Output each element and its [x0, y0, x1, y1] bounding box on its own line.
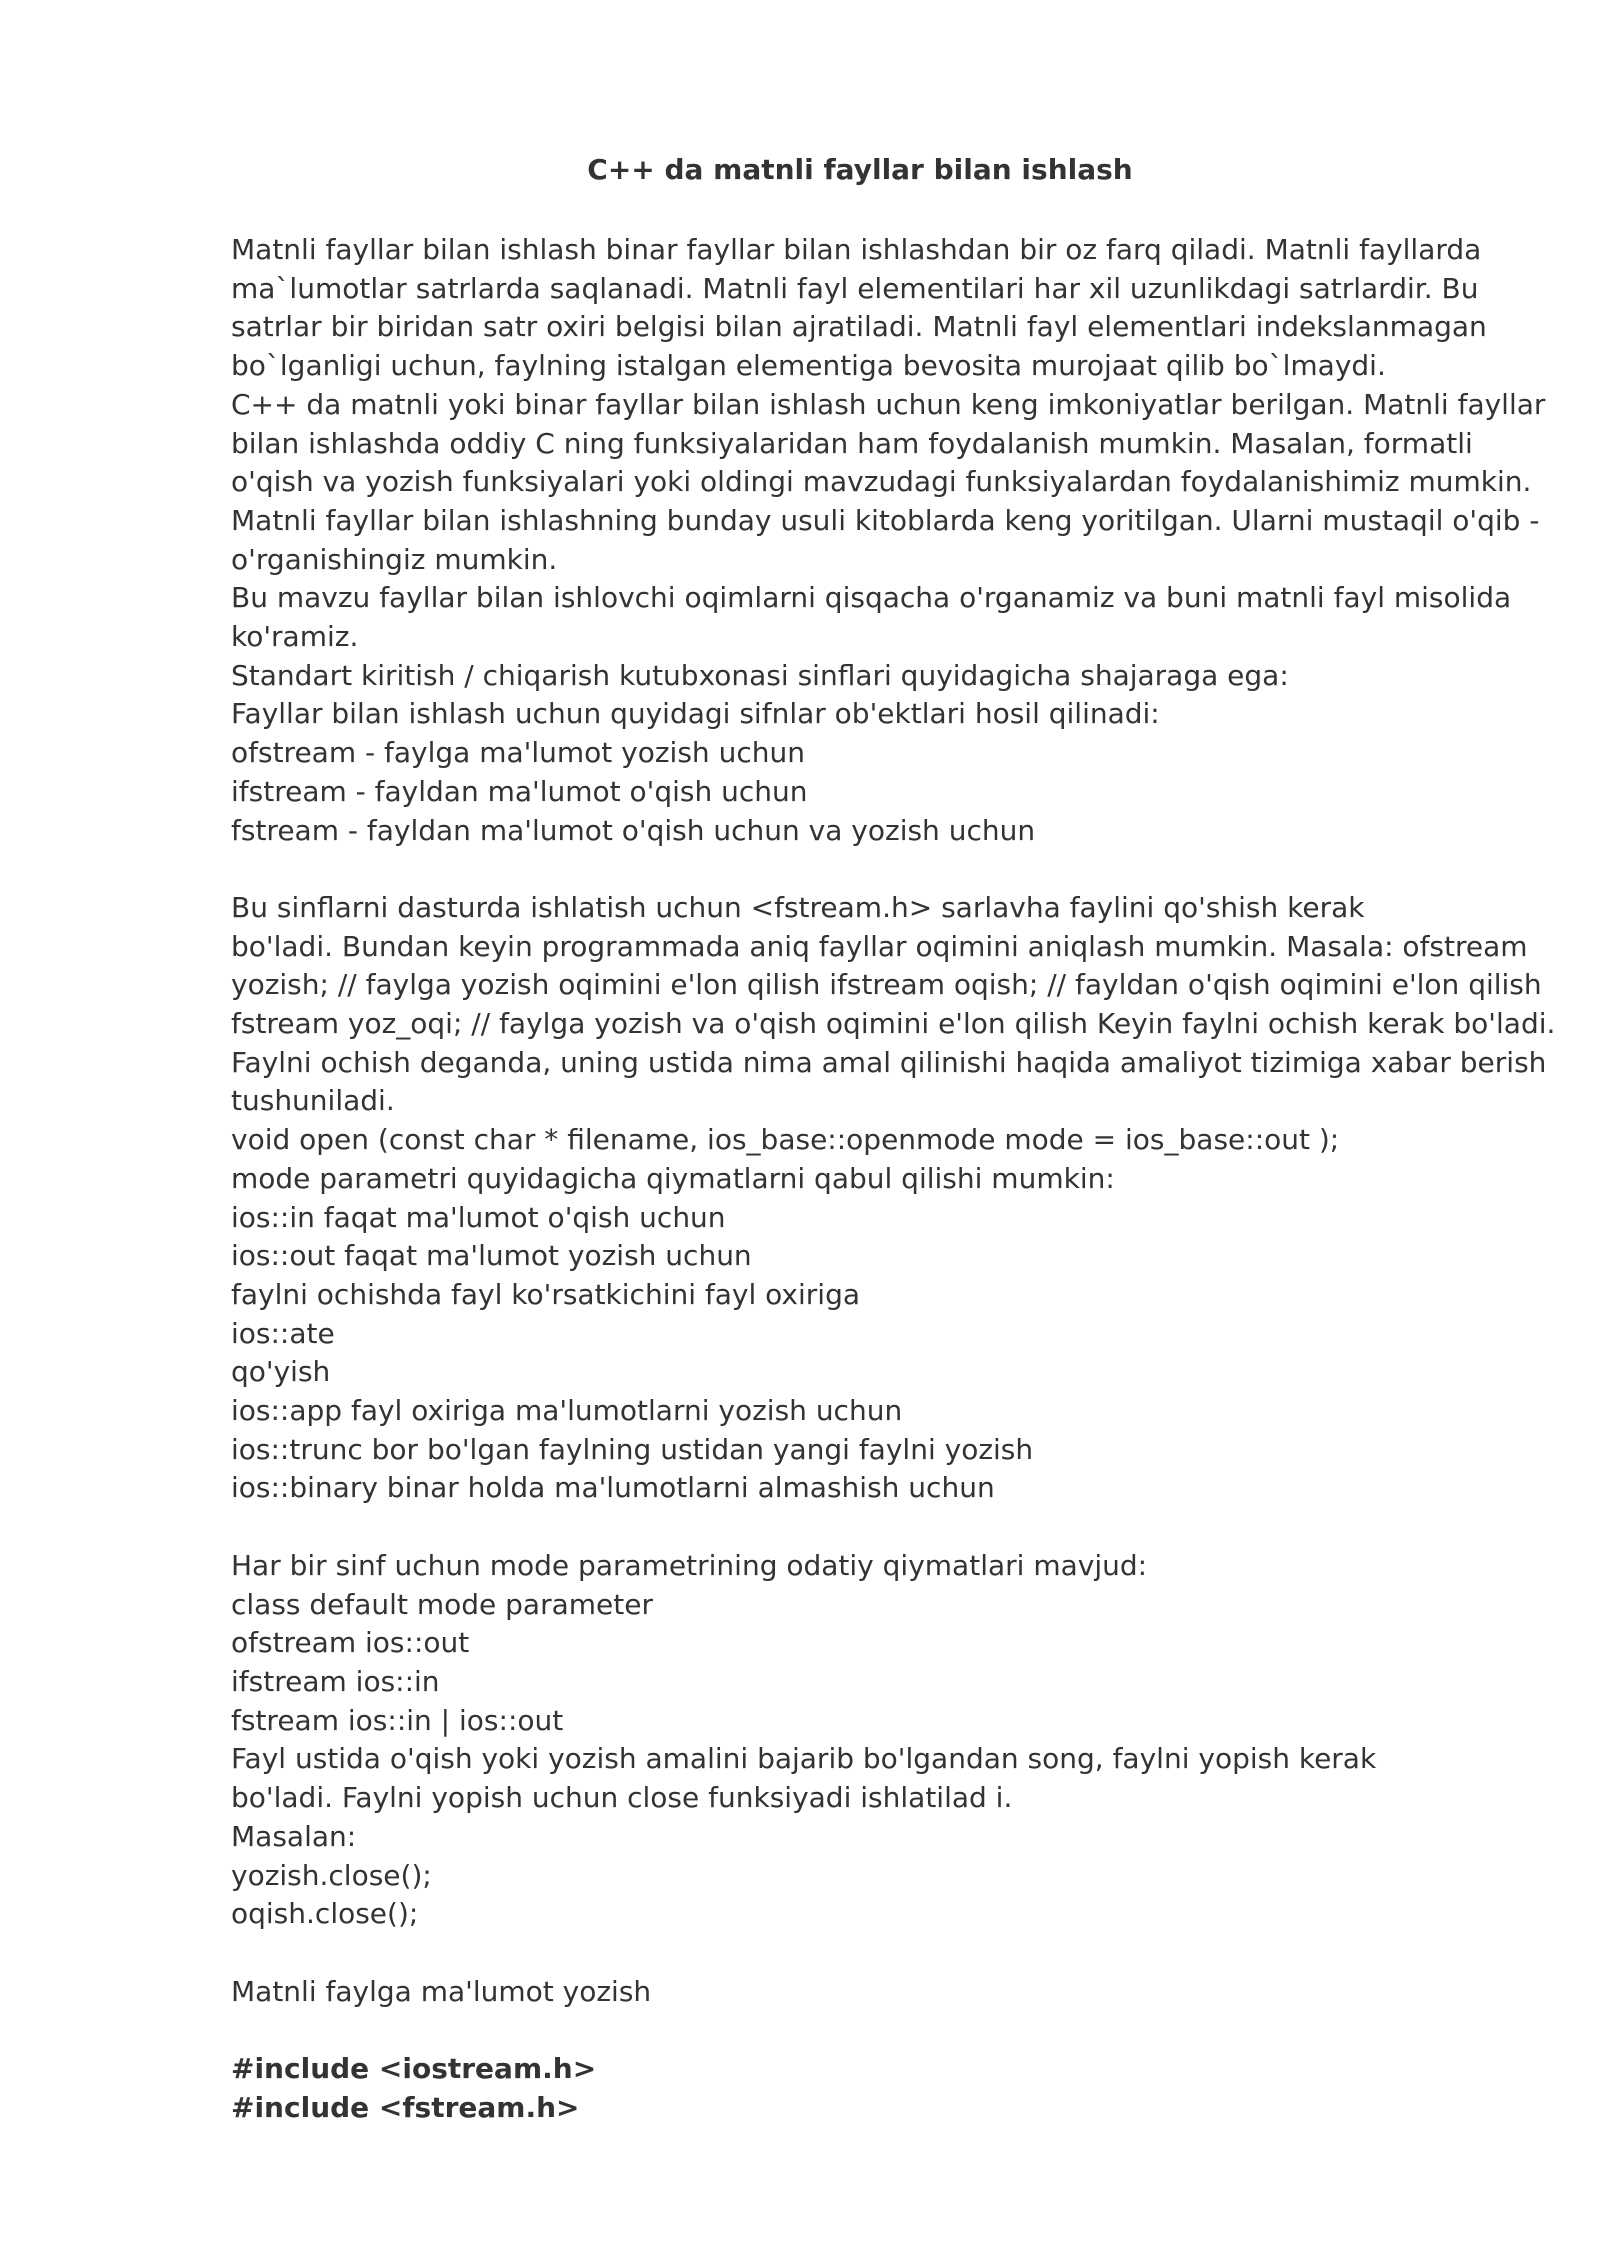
- text-line: ofstream ios::out: [231, 1626, 470, 1660]
- text-line: ios::in faqat ma'lumot o'qish uchun: [231, 1200, 726, 1234]
- text-line: o'rganishingiz mumkin.: [231, 542, 558, 576]
- text-line: ios::trunc bor bo'lgan faylning ustidan yangi faylni yozish: [231, 1432, 1034, 1466]
- text-line: ko'ramiz.: [231, 620, 359, 654]
- document-body: [231, 231, 1556, 2127]
- text-line: tushuniladi.: [231, 1084, 395, 1118]
- text-line: Masalan:: [231, 1819, 357, 1853]
- text-line: qo'yish: [231, 1355, 331, 1389]
- text-line: ios::app fayl oxiriga ma'lumotlarni yozish uchun: [231, 1394, 903, 1428]
- code-line: #include <fstream.h>: [231, 2090, 580, 2124]
- text-line: Matnli fayllar bilan ishlash binar fayllar bilan ishlashdan bir oz farq qiladi. Matnli fayllarda: [231, 233, 1482, 266]
- text-line: yozish.close();: [231, 1858, 432, 1892]
- text-line: oqish.close();: [231, 1897, 419, 1931]
- text-line: Faylni ochish deganda, uning ustida nima amal qilinishi haqida amaliyot tizimiga xabar berish: [231, 1045, 1547, 1079]
- text-line: Matnli faylga ma'lumot yozish: [231, 1974, 652, 2008]
- code-line: #include <iostream.h>: [231, 2051, 597, 2085]
- text-line: void open (const char * filename, ios_base::openmode mode = ios_base::out );: [231, 1123, 1340, 1157]
- text-line: fstream yoz_oqi; // faylga yozish va o'qish oqimini e'lon qilish Keyin faylni ochish kerak bo'ladi.: [231, 1007, 1556, 1041]
- text-line: bo`lganligi uchun, faylning istalgan elementiga bevosita murojaat qilib bo`lmaydi.: [231, 349, 1386, 383]
- blank-line: [231, 1508, 1531, 1547]
- text-line: ios::out faqat ma'lumot yozish uchun: [231, 1239, 752, 1273]
- text-line: ios::ate: [231, 1316, 335, 1350]
- text-line: bo'ladi. Faylni yopish uchun close funksiyadi ishlatilad i.: [231, 1781, 1013, 1815]
- text-line: Fayllar bilan ishlash uchun quyidagi sifnlar ob'ektlari hosil qilinadi:: [231, 697, 1160, 731]
- text-line: satrlar bir biridan satr oxiri belgisi bilan ajratiladi. Matnli fayl elementlari indekslanmagan: [231, 310, 1487, 344]
- text-line: ifstream - fayldan ma'lumot o'qish uchun: [231, 774, 808, 808]
- text-line: Standart kiritish / chiqarish kutubxonasi sinflari quyidagicha shajaraga ega:: [231, 658, 1289, 692]
- blank-line: [231, 850, 1531, 889]
- text-line: Bu mavzu fayllar bilan ishlovchi oqimlarni qisqacha o'rganamiz va buni matnli fayl misolida: [231, 581, 1512, 615]
- text-line: ma`lumotlar satrlarda saqlanadi. Matnli fayl elementilari har xil uzunlikdagi satrlardir. Bu: [231, 271, 1479, 305]
- text-line: Bu sinflarni dasturda ishlatish uchun <fstream.h> sarlavha faylini qo'shish kerak: [231, 890, 1365, 924]
- text-line: fstream ios::in | ios::out: [231, 1703, 564, 1737]
- text-line: faylni ochishda fayl ko'rsatkichini fayl oxiriga: [231, 1277, 861, 1311]
- text-line: mode parametri quyidagicha qiymatlarni qabul qilishi mumkin:: [231, 1161, 1115, 1195]
- text-line: ofstream - faylga ma'lumot yozish uchun: [231, 736, 805, 770]
- text-line: ios::binary binar holda ma'lumotlarni almashish uchun: [231, 1471, 995, 1505]
- text-line: class default mode parameter: [231, 1587, 653, 1621]
- text-line: C++ da matnli yoki binar fayllar bilan ishlash uchun keng imkoniyatlar berilgan. Matnli fayllar: [231, 387, 1546, 421]
- document-title: C++ da matnli fayllar bilan ishlash: [587, 153, 1133, 186]
- text-line: Fayl ustida o'qish yoki yozish amalini bajarib bo'lgandan song, faylni yopish kerak: [231, 1742, 1377, 1776]
- text-line: ifstream ios::in: [231, 1664, 440, 1698]
- blank-line: [231, 1934, 1531, 1973]
- blank-line: [231, 2011, 1531, 2050]
- text-line: bilan ishlashda oddiy C ning funksiyalaridan ham foydalanish mumkin. Masalan, formatli: [231, 426, 1473, 460]
- text-line: bo'ladi. Bundan keyin programmada aniq fayllar oqimini aniqlash mumkin. Masala: ofstream: [231, 929, 1528, 963]
- text-line: yozish; // faylga yozish oqimini e'lon qilish ifstream oqish; // fayldan o'qish oqimini e'lon qilish: [231, 968, 1542, 1002]
- text-line: fstream - fayldan ma'lumot o'qish uchun va yozish uchun: [231, 813, 1036, 847]
- text-line: o'qish va yozish funksiyalari yoki oldingi mavzudagi funksiyalardan foydalanishimiz mumkin.: [231, 465, 1532, 499]
- text-line: Har bir sinf uchun mode parametrining odatiy qiymatlari mavjud:: [231, 1548, 1148, 1582]
- text-line: Matnli fayllar bilan ishlashning bunday usuli kitoblarda keng yoritilgan. Ularni mustaqil o'qib -: [231, 503, 1540, 537]
